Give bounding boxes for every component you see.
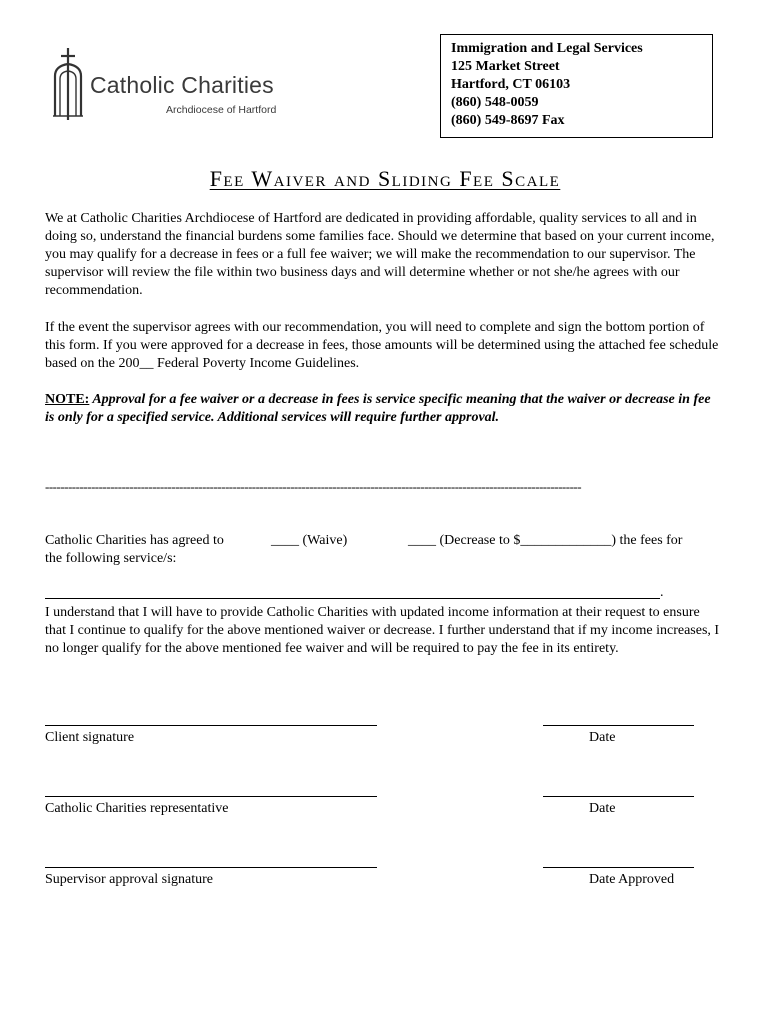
address-line: Hartford, CT 06103 (451, 77, 571, 92)
address-line: (860) 549-8697 Fax (451, 113, 565, 128)
cross-logo-icon (48, 46, 88, 122)
services-period: . (660, 585, 664, 600)
supervisor-signature-line[interactable] (45, 867, 377, 868)
waive-option[interactable]: ____ (Waive) (271, 533, 348, 548)
client-signature-line[interactable] (45, 725, 377, 726)
services-field-line[interactable] (45, 598, 660, 599)
address-line: 125 Market Street (451, 59, 560, 74)
supervisor-date-label: Date Approved (589, 872, 675, 887)
organization-logo (48, 46, 288, 122)
event-paragraph: If the event the supervisor agrees with our recommendation, you will need to complete and sign the bottom portion of this form. If you were approved for a decrease in fees, those amounts will be determined using the attached fee schedule based on the 200__ Federal Poverty Income Guidelines. (45, 320, 719, 371)
intro-paragraph: We at Catholic Charities Archdiocese of Hartford are dedicated in providing affordable, quality services to all and in doing so, understand the financial burdens some families face. Should we determine that based on your current income, you may qualify for a decrease in fees or a full fee waiver; we will make the recommendation to our supervisor. The supervisor will review the file within two business days and will determine whether or not she/he agrees with our recommendation. (45, 211, 715, 298)
supervisor-signature-label: Supervisor approval signature (45, 872, 213, 887)
services-label: the following service/s: (45, 551, 177, 566)
agreement-start: Catholic Charities has agreed to (45, 533, 224, 548)
client-date-label: Date (589, 730, 616, 745)
address-line: Immigration and Legal Services (451, 41, 643, 56)
representative-signature-line[interactable] (45, 796, 377, 797)
logo-subtitle: Archdiocese of Hartford (166, 104, 277, 116)
address-box (440, 34, 713, 138)
note-paragraph (45, 391, 721, 427)
understanding-paragraph: I understand that I will have to provide Catholic Charities with updated income information at their request to ensure that I continue to qualify for the above mentioned waiver or decrease. I further understand that if my income increases, I no longer qualify for the above mentioned fee waiver and will be required to pay the fee in its entirety. (45, 605, 720, 656)
note-label: NOTE: (45, 392, 90, 407)
document-title: Fee Waiver and Sliding Fee Scale (209, 166, 561, 191)
client-signature-label: Client signature (45, 730, 135, 745)
representative-signature-label: Catholic Charities representative (45, 801, 229, 816)
cut-line-divider: -------------------------------------------------------------------------------------------------------------------------------------------- (45, 479, 582, 494)
logo-name: Catholic Charities (90, 72, 274, 98)
decrease-option[interactable]: ____ (Decrease to $_____________) the fees for (408, 533, 683, 548)
client-date-line[interactable] (543, 725, 694, 726)
representative-date-line[interactable] (543, 796, 694, 797)
address-line: (860) 548-0059 (451, 95, 539, 110)
note-text: Approval for a fee waiver or a decrease in fees is service specific meaning that the waiver or decrease in fee is only for a specified service. Additional services will require further approval. (45, 392, 711, 425)
representative-date-label: Date (589, 801, 616, 816)
supervisor-date-line[interactable] (543, 867, 694, 868)
